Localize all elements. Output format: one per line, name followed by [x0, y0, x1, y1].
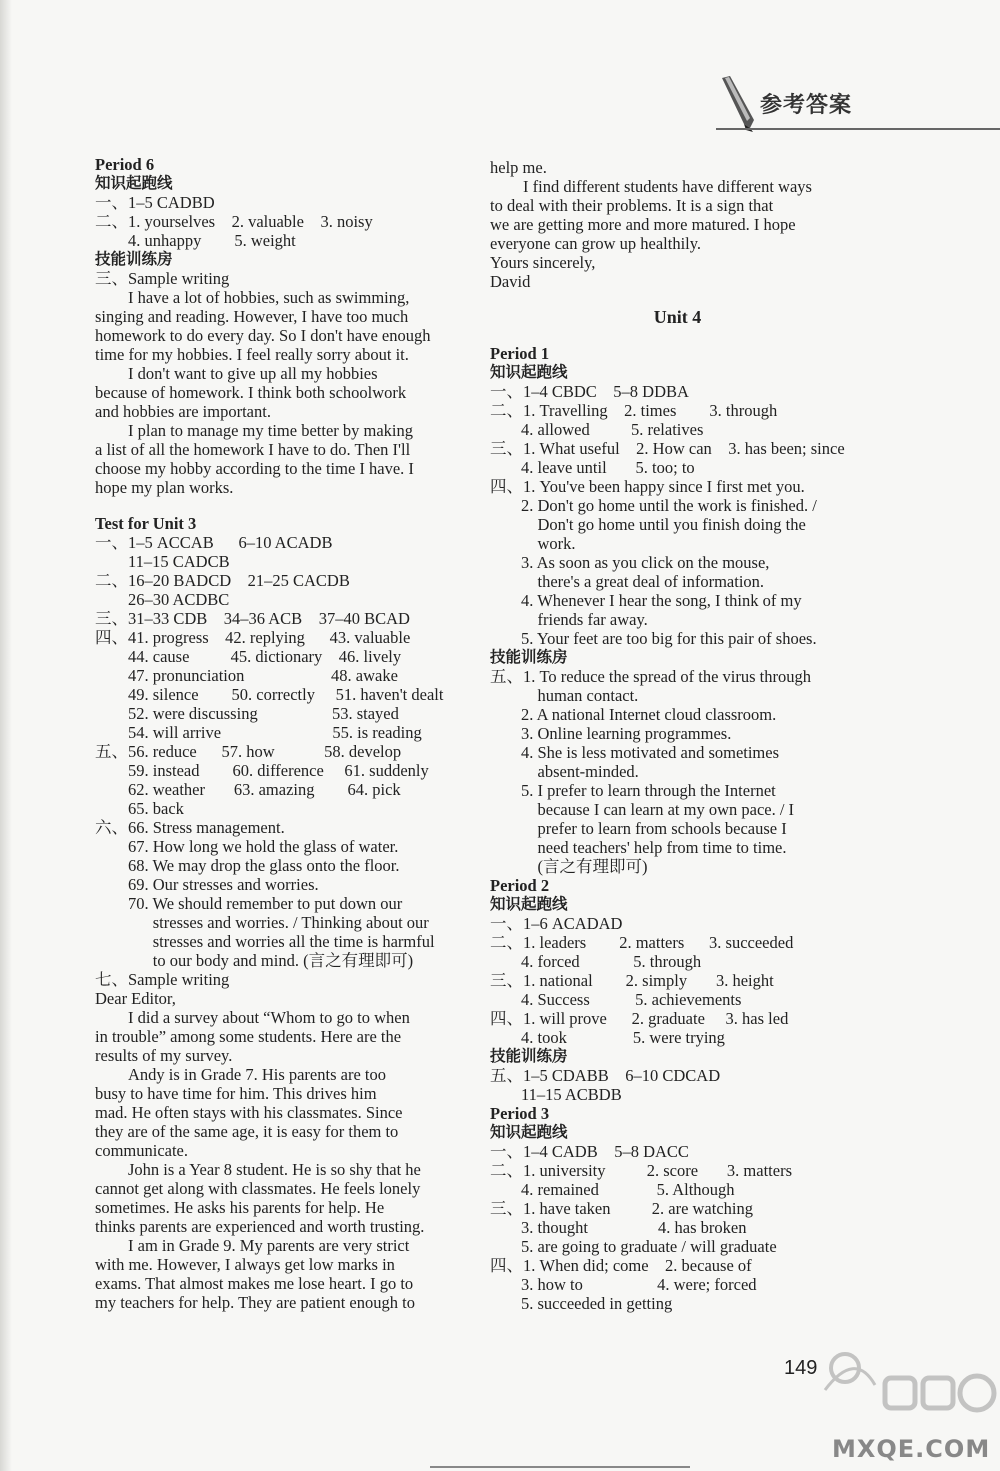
answer-line: they are of the same age, it is easy for them to — [95, 1122, 399, 1141]
answer-line: 3. As soon as you click on the mouse, — [521, 553, 770, 572]
answer-line: 3. how to 4. were; forced — [521, 1275, 757, 1294]
answer-line: 54. will arrive 55. is reading — [128, 723, 422, 742]
answer-line: 44. cause 45. dictionary 46. lively — [128, 647, 402, 666]
answer-line: cannot get along with classmates. He feels lonely — [95, 1179, 421, 1198]
answer-line: need teachers' help from time to time. — [521, 838, 787, 857]
answer-line: hope my plan works. — [95, 478, 234, 497]
answer-line: 59. instead 60. difference 61. suddenly — [128, 761, 429, 780]
answer-line: busy to have time for him. This drives him — [95, 1084, 377, 1103]
section-heading: Period 6 — [95, 155, 155, 174]
answer-line: John is a Year 8 student. He is so shy that he — [128, 1160, 421, 1179]
answer-line: help me. — [490, 158, 547, 177]
answer-line: 69. Our stresses and worries. — [128, 875, 319, 894]
answer-line: 4. She is less motivated and sometimes — [521, 743, 780, 762]
subsection-heading: 技能训练房 — [95, 250, 173, 268]
answer-line: 一、1–4 CADB 5–8 DACC — [490, 1142, 689, 1161]
answer-line: choose my hobby according to the time I have. I — [95, 459, 414, 478]
answer-line: stresses and worries all the time is harmful — [128, 932, 435, 951]
section-spacer — [490, 327, 865, 344]
header-divider — [716, 128, 1000, 130]
answer-line: 11–15 CADCB — [128, 552, 230, 571]
answer-line: time for my hobbies. I feel really sorry about it. — [95, 345, 409, 364]
answer-line: 5. I prefer to learn through the Internet — [521, 781, 776, 800]
subsection-heading: 知识起跑线 — [490, 1123, 568, 1141]
answer-line: I find different students have different ways — [523, 177, 812, 196]
answer-line: I don't want to give up all my hobbies — [128, 364, 378, 383]
answer-line: results of my survey. — [95, 1046, 233, 1065]
answer-line: 67. How long we hold the glass of water. — [128, 837, 399, 856]
section-spacer — [490, 291, 865, 308]
answer-line: in trouble” among some students. Here are the — [95, 1027, 402, 1046]
answer-line: Andy is in Grade 7. His parents are too — [128, 1065, 386, 1084]
answer-line: communicate. — [95, 1141, 189, 1160]
answer-line: 4. Success 5. achievements — [521, 990, 742, 1009]
answer-line: 二、1. leaders 2. matters 3. succeeded — [490, 933, 794, 952]
answer-line: I did a survey about “Whom to go to when — [128, 1008, 410, 1027]
answer-line: mad. He often stays with his classmates. Since — [95, 1103, 403, 1122]
bottom-divider — [430, 1466, 690, 1468]
answer-line: 4. forced 5. through — [521, 952, 702, 971]
answer-line: 26–30 ACDBC — [128, 590, 230, 609]
answer-line: 5. Your feet are too big for this pair of shoes. — [521, 629, 817, 648]
answer-line: there's a great deal of information. — [521, 572, 765, 591]
answer-line: 4. took 5. were trying — [521, 1028, 725, 1047]
section-heading: Unit 4 — [653, 308, 702, 327]
answer-line: 3. Online learning programmes. — [521, 724, 732, 743]
answer-line: I have a lot of hobbies, such as swimming, — [128, 288, 410, 307]
answer-line: with me. However, I always get low marks in — [95, 1255, 395, 1274]
answer-line: thinks parents are experienced and worth trusting. — [95, 1217, 425, 1236]
answer-line: 三、1. have taken 2. are watching — [490, 1199, 754, 1218]
right-answer-column — [490, 158, 865, 1313]
answer-line: a list of all the homework I have to do. Then I'll — [95, 440, 411, 459]
answer-line: 一、1–6 ACADAD — [490, 914, 623, 933]
answer-line: 三、1. What useful 2. How can 3. has been; since — [490, 439, 845, 458]
subsection-heading: 技能训练房 — [490, 1047, 568, 1065]
answer-line: work. — [521, 534, 576, 553]
answer-line: 一、1–5 ACCAB 6–10 ACADB — [95, 533, 333, 552]
answer-line: 3. thought 4. has broken — [521, 1218, 747, 1237]
answer-line: 二、16–20 BADCD 21–25 CACDB — [95, 571, 350, 590]
answer-line: David — [490, 272, 531, 291]
answer-line: stresses and worries. / Thinking about our — [128, 913, 429, 932]
answer-line: because of homework. I think both schoolwork — [95, 383, 407, 402]
answer-line: 四、1. You've been happy since I first met you. — [490, 477, 805, 496]
answer-line: 五、1–5 CDABB 6–10 CDCAD — [490, 1066, 721, 1085]
answer-line: 2. Don't go home until the work is finished. / — [521, 496, 817, 515]
answer-line: 4. allowed 5. relatives — [521, 420, 704, 439]
section-heading: Period 1 — [490, 344, 550, 363]
answer-line: 三、1. national 2. simply 3. height — [490, 971, 774, 990]
answer-line: 四、1. When did; come 2. because of — [490, 1256, 752, 1275]
answer-line: 70. We should remember to put down our — [128, 894, 403, 913]
answer-line: (言之有理即可) — [521, 857, 648, 876]
page-number: 149 — [784, 1357, 818, 1379]
page-spine-shadow — [0, 0, 12, 1471]
answer-line: 一、1–5 CADBD — [95, 193, 215, 212]
answer-line: prefer to learn from schools because I — [521, 819, 787, 838]
answer-line: 47. pronunciation 48. awake — [128, 666, 398, 685]
answer-line: 4. remained 5. Although — [521, 1180, 735, 1199]
answer-line: human contact. — [521, 686, 639, 705]
answer-line: 5. succeeded in getting — [521, 1294, 673, 1313]
answer-line: exams. That almost makes me lose heart. I go to — [95, 1274, 414, 1293]
answer-line: 二、1. university 2. score 3. matters — [490, 1161, 792, 1180]
answer-line: 一、1–4 CBDC 5–8 DDBA — [490, 382, 689, 401]
section-heading: Period 3 — [490, 1104, 550, 1123]
answer-line: singing and reading. However, I have too much — [95, 307, 409, 326]
answer-line: I plan to manage my time better by making — [128, 421, 414, 440]
answer-line: I am in Grade 9. My parents are very strict — [128, 1236, 410, 1255]
answer-line: friends far away. — [521, 610, 648, 629]
answer-line: 2. A national Internet cloud classroom. — [521, 705, 777, 724]
answer-line: 65. back — [128, 799, 184, 818]
subsection-heading: 知识起跑线 — [490, 363, 568, 381]
answer-line: to deal with their problems. It is a sign that — [490, 196, 774, 215]
subsection-heading: 知识起跑线 — [490, 895, 568, 913]
answer-line: 四、41. progress 42. replying 43. valuable — [95, 628, 411, 647]
answer-line: my teachers for help. They are patient enough to — [95, 1293, 415, 1312]
subsection-heading: 技能训练房 — [490, 648, 568, 666]
section-spacer — [95, 497, 470, 514]
answer-line: 五、1. To reduce the spread of the virus through — [490, 667, 811, 686]
answer-line: 四、1. will prove 2. graduate 3. has led — [490, 1009, 789, 1028]
answer-line: we are getting more and more matured. I hope — [490, 215, 796, 234]
answer-line: to our body and mind. (言之有理即可) — [128, 951, 414, 970]
answer-line: 62. weather 63. amazing 64. pick — [128, 780, 401, 799]
watermark-text: MXQE.COM — [832, 1435, 991, 1463]
answer-line: 11–15 ACBDB — [521, 1085, 622, 1104]
left-answer-column — [95, 155, 470, 1312]
section-heading: Period 2 — [490, 876, 550, 895]
answer-line: Dear Editor, — [95, 989, 176, 1008]
answer-line: 4. leave until 5. too; to — [521, 458, 695, 477]
answer-line: 68. We may drop the glass onto the floor. — [128, 856, 400, 875]
answer-line: 49. silence 50. correctly 51. haven't dealt — [128, 685, 444, 704]
answer-line: and hobbies are important. — [95, 402, 271, 421]
answer-line: 4. Whenever I hear the song, I think of my — [521, 591, 802, 610]
answer-line: 5. are going to graduate / will graduate — [521, 1237, 777, 1256]
answer-line: 二、1. Travelling 2. times 3. through — [490, 401, 778, 420]
answer-line: 52. were discussing 53. stayed — [128, 704, 399, 723]
answer-line: Don't go home until you finish doing the — [521, 515, 806, 534]
answer-line: absent-minded. — [521, 762, 639, 781]
answer-line: 六、66. Stress management. — [95, 818, 285, 837]
answer-line: homework to do every day. So I don't have enough — [95, 326, 431, 345]
subsection-heading: 知识起跑线 — [95, 174, 173, 192]
answer-line: 三、31–33 CDB 34–36 ACB 37–40 BCAD — [95, 609, 410, 628]
answer-line: 五、56. reduce 57. how 58. develop — [95, 742, 402, 761]
answer-line: Yours sincerely, — [490, 253, 596, 272]
answer-line: 三、Sample writing — [95, 269, 230, 288]
answer-line: 七、Sample writing — [95, 970, 230, 989]
answer-line: sometimes. He asks his parents for help. He — [95, 1198, 385, 1217]
section-header-title: 参考答案 — [760, 93, 853, 118]
answer-line: everyone can grow up healthily. — [490, 234, 702, 253]
pen-icon — [716, 74, 760, 134]
answer-line: 二、1. yourselves 2. valuable 3. noisy — [95, 212, 373, 231]
section-heading: Test for Unit 3 — [95, 514, 197, 533]
answer-line: 4. unhappy 5. weight — [128, 231, 296, 250]
answer-line: because I can learn at my own pace. / I — [521, 800, 795, 819]
